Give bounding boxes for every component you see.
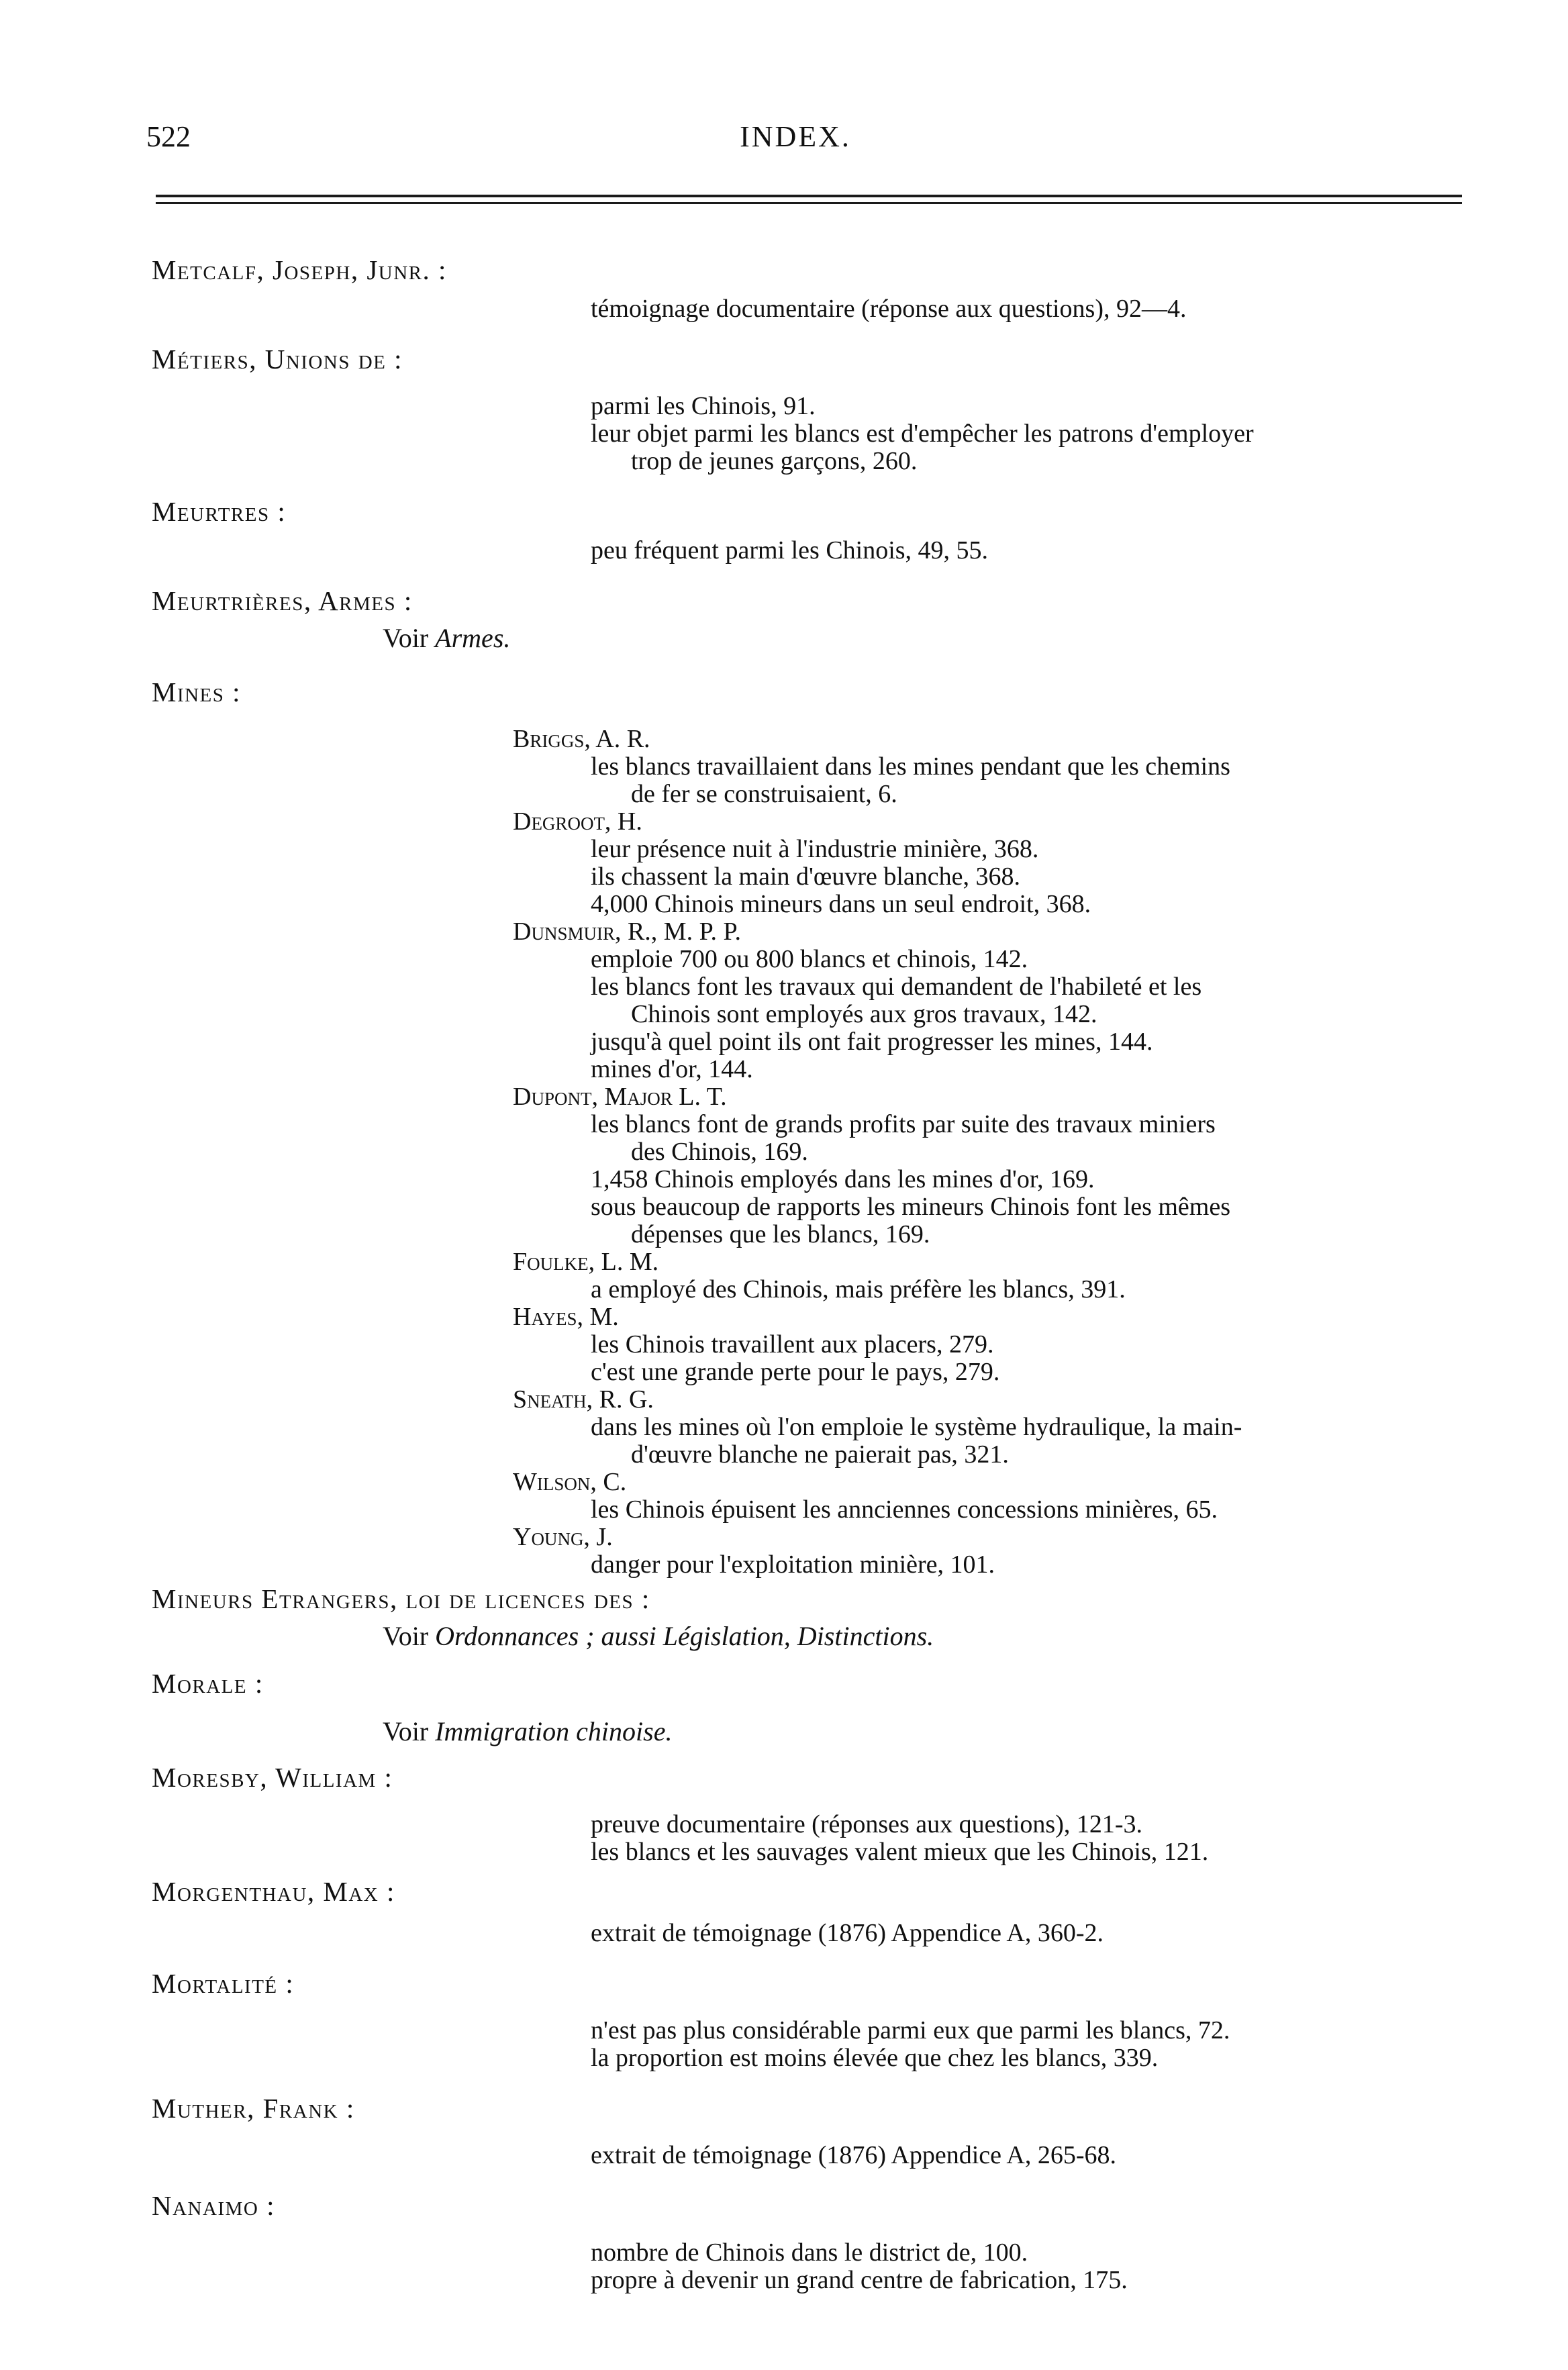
see-prefix: Voir <box>383 1716 429 1746</box>
entry-line: de fer se construisaient, 6. <box>631 780 897 808</box>
sub-entry-name: Hayes, M. <box>513 1303 619 1331</box>
sub-entry-name: Degroot, H. <box>513 807 642 836</box>
entry-line: Chinois sont employés aux gros travaux, 142. <box>631 1000 1097 1028</box>
entry-line: la proportion est moins élevée que chez les blancs, 339. <box>591 2044 1159 2072</box>
sub-entry-name: Wilson, C. <box>513 1468 627 1496</box>
entry-line: propre à devenir un grand centre de fabrication, 175. <box>591 2266 1128 2294</box>
sub-entry-name: Dunsmuir, R., M. P. P. <box>513 918 741 946</box>
entry-heading: Meurtrières, Armes : <box>152 585 413 616</box>
entry-line: trop de jeunes garçons, 260. <box>631 447 918 475</box>
see-target: Immigration chinoise. <box>435 1716 673 1746</box>
entry-line: n'est pas plus considérable parmi eux que parmi les blancs, 72. <box>591 2016 1230 2044</box>
entry-heading: Mortalité : <box>152 1968 295 1999</box>
entry-line: les Chinois travaillent aux placers, 279. <box>591 1330 994 1359</box>
entry-line: 1,458 Chinois employés dans les mines d'or, 169. <box>591 1165 1095 1193</box>
entry-line: peu fréquent parmi les Chinois, 49, 55. <box>591 536 989 564</box>
entry-line: sous beaucoup de rapports les mineurs Chinois font les mêmes <box>591 1193 1231 1221</box>
sub-entry-name: Young, J. <box>513 1523 613 1551</box>
sub-entry-name: Dupont, Major L. T. <box>513 1083 727 1111</box>
see-prefix: Voir <box>383 623 429 653</box>
entry-heading: Nanaimo : <box>152 2190 275 2221</box>
entry-heading: Meurtres : <box>152 496 287 527</box>
header-rule <box>156 195 1462 197</box>
sub-entry-name: Briggs, A. R. <box>513 725 650 753</box>
entry-line: les blancs et les sauvages valent mieux que les Chinois, 121. <box>591 1838 1209 1866</box>
entry-heading: Mines : <box>152 677 242 707</box>
index-entry <box>0 672 1568 1579</box>
entry-heading: Metcalf, Joseph, Junr. : <box>152 254 447 285</box>
index-entry <box>0 250 1568 323</box>
entry-heading: Moresby, William : <box>152 1762 393 1793</box>
index-entry <box>0 1663 1568 1749</box>
index-entry <box>0 339 1568 475</box>
index-entry <box>0 491 1568 564</box>
entry-heading: Morale : <box>152 1668 264 1699</box>
see-reference <box>0 1619 1568 1654</box>
entry-line: 4,000 Chinois mineurs dans un seul endroit, 368. <box>591 890 1091 918</box>
header-rule <box>156 202 1462 204</box>
page-title: INDEX. <box>740 120 851 153</box>
entry-line: preuve documentaire (réponses aux questions), 121-3. <box>591 1810 1143 1838</box>
entry-heading: Muther, Frank : <box>152 2093 355 2124</box>
sub-entry-name: Sneath, R. G. <box>513 1385 654 1414</box>
entry-line: a employé des Chinois, mais préfère les blancs, 391. <box>591 1275 1126 1303</box>
entry-line: mines d'or, 144. <box>591 1055 753 1083</box>
entry-line: les blancs font les travaux qui demandent de l'habileté et les <box>591 973 1202 1001</box>
entry-line: témoignage documentaire (réponse aux questions), 92—4. <box>591 295 1187 323</box>
index-entry <box>0 1963 1568 2072</box>
entry-line: les blancs travaillaient dans les mines pendant que les chemins <box>591 752 1230 781</box>
index-entry <box>0 2088 1568 2169</box>
entry-line: parmi les Chinois, 91. <box>591 392 816 420</box>
see-reference <box>0 1714 1568 1749</box>
entry-line: extrait de témoignage (1876) Appendice A, 265-68. <box>591 2141 1117 2169</box>
index-entry <box>0 1871 1568 1947</box>
page-number: 522 <box>146 120 191 153</box>
entry-line: emploie 700 ou 800 blancs et chinois, 142. <box>591 945 1028 973</box>
entry-line: extrait de témoignage (1876) Appendice A, 360-2. <box>591 1919 1104 1947</box>
entry-line: c'est une grande perte pour le pays, 279. <box>591 1358 1000 1386</box>
index-entries <box>0 250 1568 2294</box>
index-entry <box>0 2185 1568 2294</box>
sub-entry-name: Foulke, L. M. <box>513 1248 659 1276</box>
entry-heading: Morgenthau, Max : <box>152 1876 395 1907</box>
entry-line: danger pour l'exploitation minière, 101. <box>591 1550 995 1579</box>
see-target: Ordonnances ; aussi Législation, Distinctions. <box>435 1621 934 1651</box>
see-prefix: Voir <box>383 1621 429 1651</box>
entry-line: nombre de Chinois dans le district de, 100. <box>591 2238 1028 2267</box>
see-target: Armes. <box>435 623 511 653</box>
running-head <box>128 119 1463 173</box>
entry-line: leur objet parmi les blancs est d'empêcher les patrons d'employer <box>591 419 1254 448</box>
entry-line: les blancs font de grands profits par suite des travaux miniers <box>591 1110 1216 1138</box>
entry-heading: Mineurs Etrangers, loi de licences des : <box>152 1583 650 1614</box>
entry-line: des Chinois, 169. <box>631 1138 808 1166</box>
entry-line: d'œuvre blanche ne paierait pas, 321. <box>631 1440 1009 1469</box>
index-entry <box>0 581 1568 656</box>
see-reference <box>0 621 1568 656</box>
entry-line: ils chassent la main d'œuvre blanche, 368. <box>591 862 1021 891</box>
entry-line: dépenses que les blancs, 169. <box>631 1220 930 1248</box>
entry-line: leur présence nuit à l'industrie minière, 368. <box>591 835 1039 863</box>
index-entry <box>0 1757 1568 1866</box>
index-entry <box>0 1579 1568 1654</box>
entry-line: les Chinois épuisent les annciennes concessions minières, 65. <box>591 1495 1218 1524</box>
entry-heading: Métiers, Unions de : <box>152 344 403 375</box>
entry-line: jusqu'à quel point ils ont fait progresser les mines, 144. <box>591 1028 1153 1056</box>
entry-line: dans les mines où l'on emploie le système hydraulique, la main- <box>591 1413 1242 1441</box>
